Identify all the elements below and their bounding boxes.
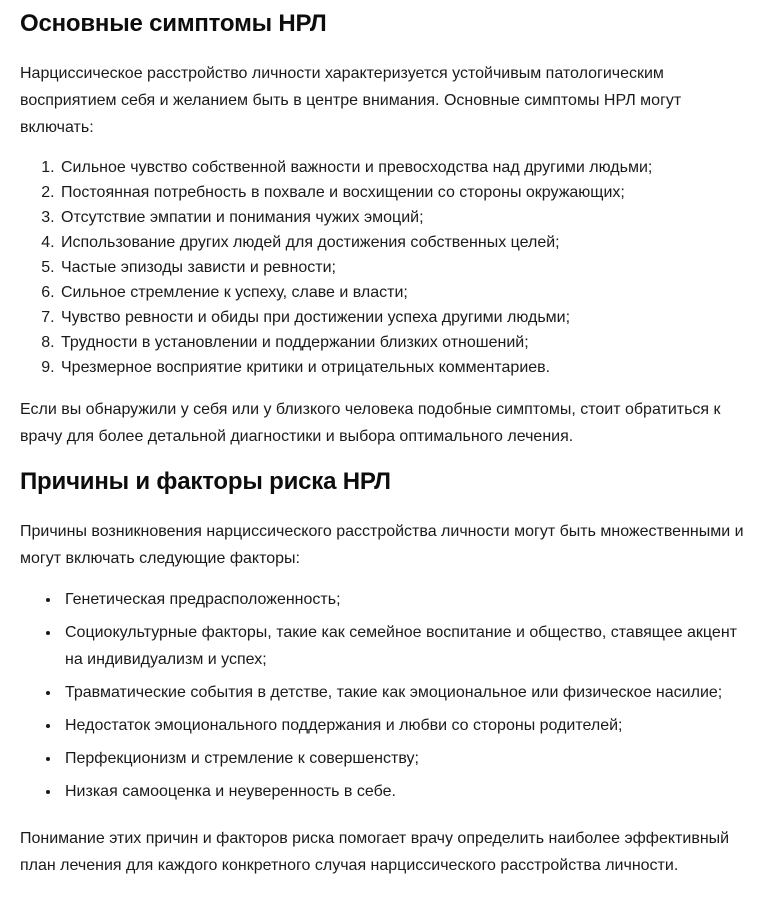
list-item: • Травматические события в детстве, такие как эмоциональное или физическое насилие;: [61, 679, 754, 706]
list-item: 3. Отсутствие эмпатии и понимания чужих эмоций;: [59, 205, 754, 230]
list-item: • Перфекционизм и стремление к совершенству;: [61, 745, 754, 772]
causes-outro-paragraph: Понимание этих причин и факторов риска помогает врачу определить наиболее эффективный план лечения для каждого конкретного случая нарциссического расстройства личности.: [20, 830, 730, 874]
list-item: 2. Постоянная потребность в похвале и восхищении со стороны окружающих;: [59, 180, 754, 205]
symptoms-intro-paragraph: Нарциссическое расстройство личности характеризуется устойчивым патологическим восприятием себя и желанием быть в центре внимания. Основные симптомы НРЛ могут включать:: [20, 65, 682, 136]
list-item: 5. Частые эпизоды зависти и ревности;: [59, 255, 754, 280]
list-item: • Генетическая предрасположенность;: [61, 586, 754, 613]
section-heading-causes: Причины и факторы риска НРЛ: [20, 468, 391, 495]
list-item: • Недостаток эмоционального поддержания и любви со стороны родителей;: [61, 712, 754, 739]
list-item: 1. Сильное чувство собственной важности и превосходства над другими людьми;: [59, 155, 754, 180]
list-item: 8. Трудности в установлении и поддержании близких отношений;: [59, 330, 754, 355]
symptoms-outro-paragraph: Если вы обнаружили у себя или у близкого человека подобные симптомы, стоит обратиться к врачу для более детальной диагностики и выбора оптимального лечения.: [20, 401, 721, 445]
list-item: 9. Чрезмерное восприятие критики и отрицательных комментариев.: [59, 355, 754, 380]
list-item: 4. Использование других людей для достижения собственных целей;: [59, 230, 754, 255]
list-item: 7. Чувство ревности и обиды при достижении успеха другими людьми;: [59, 305, 754, 330]
symptoms-numbered-list: [20, 155, 754, 380]
list-item: • Низкая самооценка и неуверенность в себе.: [61, 778, 754, 805]
causes-bullet-list: [20, 586, 754, 805]
list-item: 6. Сильное стремление к успеху, славе и власти;: [59, 280, 754, 305]
section-heading-symptoms: Основные симптомы НРЛ: [20, 10, 327, 37]
list-item: • Социокультурные факторы, такие как семейное воспитание и общество, ставящее акцент на индивидуализм и успех;: [61, 619, 754, 673]
causes-intro-paragraph: Причины возникновения нарциссического расстройства личности могут быть множественными и могут включать следующие факторы:: [20, 523, 744, 567]
